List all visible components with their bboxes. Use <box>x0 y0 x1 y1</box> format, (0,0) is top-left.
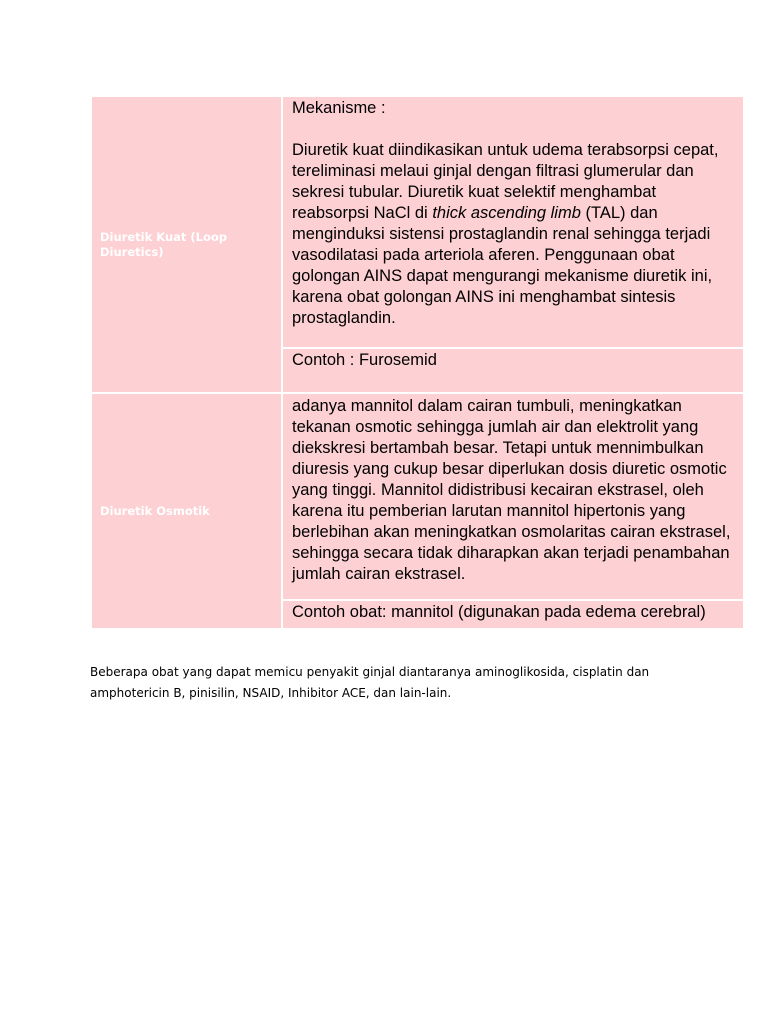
diuretic-table <box>90 95 745 630</box>
table-row-osmotic <box>91 393 744 600</box>
mechanism-italic-term: thick ascending limb <box>432 204 581 222</box>
example-osmotic: Contoh obat: mannitol (digunakan pada edema cerebral) <box>282 600 744 629</box>
mechanism-title: Mekanisme : <box>292 99 386 117</box>
mechanism-cell-loop <box>282 96 744 348</box>
label-loop-diuretics: Diuretik Kuat (Loop Diuretics) <box>91 96 282 393</box>
table-row-loop-diuretics <box>91 96 744 348</box>
mechanism-cell-osmotic <box>282 393 744 600</box>
mechanism-text-osmotic: adanya mannitol dalam cairan tumbuli, meningkatkan tekanan osmotic sehingga jumlah air dan elektrolit yang diekskresi bertambah besar. Tetapi untuk mennimbulkan diuresis yang cukup besar diperlukan dosis diuretic osmotic yang tinggi. Mannitol didistribusi kecairan ekstrasel, oleh karena itu pemberian larutan mannitol hipertonis yang berlebihan akan meningkatkan osmolaritas cairan ekstrasel, sehingga secara tidak diharapkan akan terjadi penambahan jumlah cairan ekstrasel. <box>292 397 731 583</box>
body-paragraph: Beberapa obat yang dapat memicu penyakit ginjal diantaranya aminoglikosida, cisplatin dan amphotericin B, pinisilin, NSAID, Inhibitor ACE, dan lain-lain. <box>90 665 650 700</box>
mechanism-text-part-2: (TAL) dan menginduksi sistensi prostaglandin renal sehingga terjadi vasodilatasi pada arteriola aferen. Penggunaan obat golongan AINS dapat mengurangi mekanisme diuretik ini, karena obat golongan AINS ini menghambat sintesis prostaglandin. <box>292 204 713 327</box>
mechanism-text-loop <box>292 140 735 329</box>
label-osmotic-diuretics: Diuretik Osmotik <box>91 393 282 629</box>
example-loop: Contoh : Furosemid <box>282 348 744 393</box>
mechanism-text-part-1: Diuretik kuat diindikasikan untuk udema terabsorpsi cepat, tereliminasi melaui ginjal dengan filtrasi glumerular dan sekresi tubular. Diuretik kuat selektif menghambat reabsorpsi NaCl di <box>292 141 719 222</box>
